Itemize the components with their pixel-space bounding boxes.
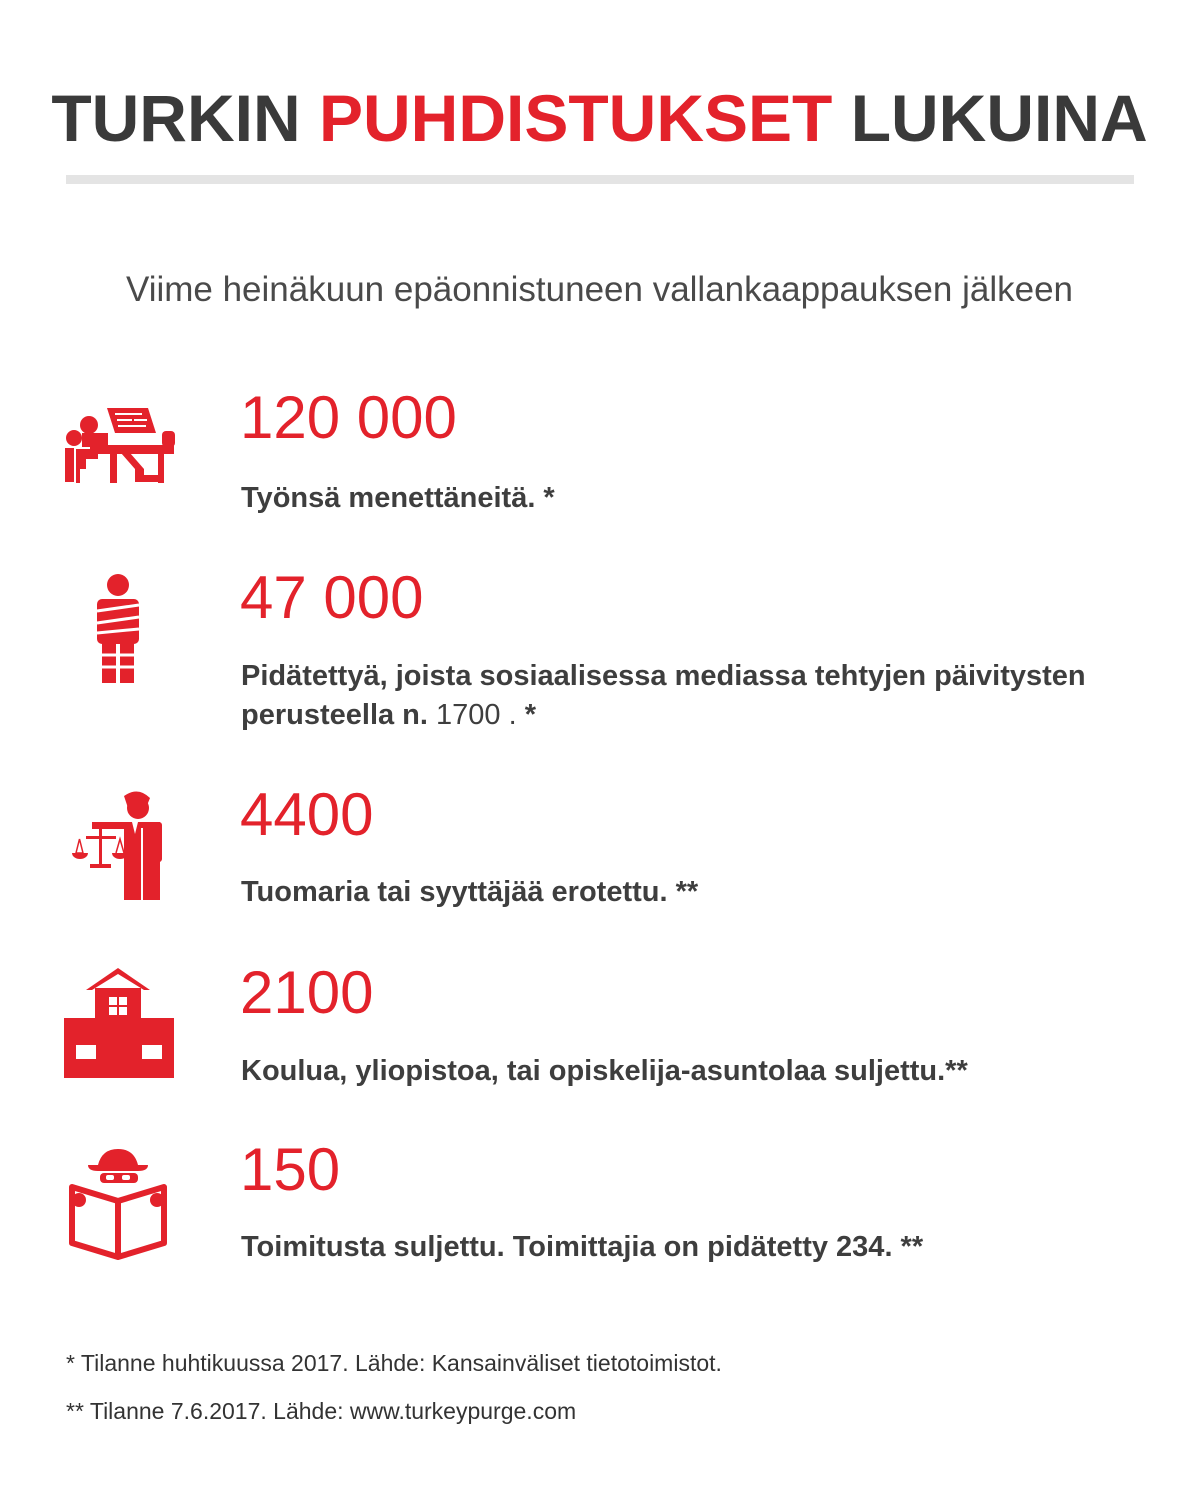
stat-number: 2100	[240, 959, 374, 1026]
stat-description: Koulua, yliopistoa, tai opiskelija-asuntolaa suljettu.**	[241, 1055, 968, 1087]
subtitle: Viime heinäkuun epäonnistuneen vallankaappauksen jälkeen	[125, 270, 1074, 309]
footnote-1: * Tilanne huhtikuussa 2017. Lähde: Kansainväliset tietotoimistot.	[66, 1350, 722, 1376]
stat-description-suffix: *	[524, 699, 537, 731]
stat-description: Työnsä menettäneitä. *	[241, 482, 555, 514]
title-divider	[66, 175, 1134, 184]
judge-scales-icon	[62, 788, 178, 904]
footnote-2: ** Tilanne 7.6.2017. Lähde: www.turkeypurge.com	[66, 1398, 577, 1424]
stat-number: 120 000	[240, 384, 457, 451]
unemployed-worker-icon	[62, 403, 178, 519]
stat-description-value: 1700 .	[427, 699, 525, 731]
page-title	[0, 78, 1199, 158]
stat-description: Tuomaria tai syyttäjää erotettu. **	[241, 876, 699, 908]
stat-description: Toimitusta suljettu. Toimittajia on pidätetty 234. **	[241, 1231, 924, 1263]
stat-description-text: Pidätettyä, joista sosiaalisessa mediassa tehtyjen päivitysten perusteella n.	[241, 660, 1086, 731]
stat-number: 4400	[240, 781, 374, 848]
newspaper-reader-icon	[62, 1145, 178, 1261]
title-part-1: TURKIN	[51, 81, 319, 155]
stat-number: 150	[240, 1136, 341, 1203]
stat-description	[241, 657, 1141, 735]
title-accent: PUHDISTUKSET	[318, 81, 833, 155]
title-part-2: LUKUINA	[832, 81, 1148, 155]
stat-number: 47 000	[240, 564, 424, 631]
school-building-icon	[62, 966, 178, 1082]
bound-prisoner-icon	[62, 571, 178, 687]
